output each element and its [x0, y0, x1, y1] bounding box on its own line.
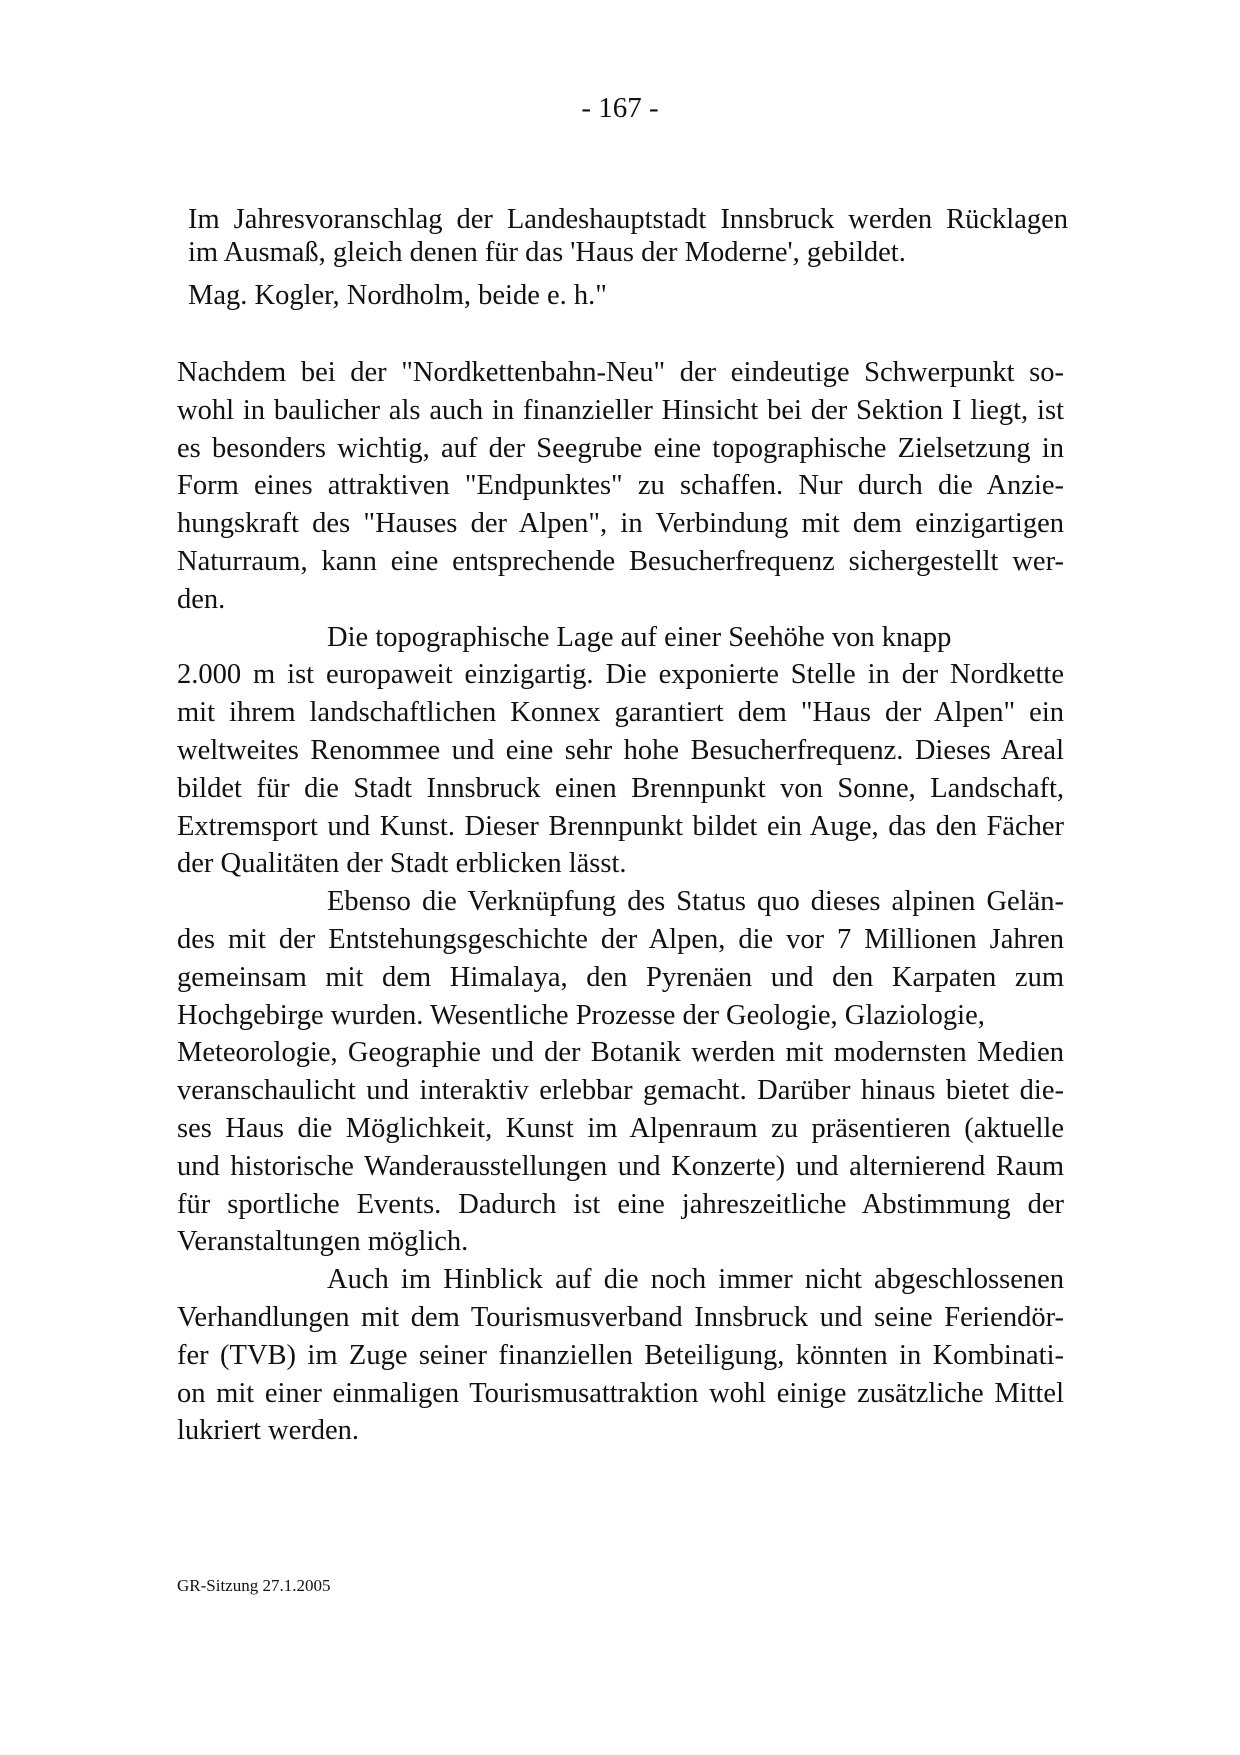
text-line: gemeinsam mit dem Himalaya, den Pyrenäen und den Karpaten zum: [177, 961, 1064, 993]
text-line: hungskraft des "Hauses der Alpen", in Verbindung mit dem einzigartigen: [177, 508, 1064, 540]
text-line: on mit einer einmaligen Tourismusattraktion wohl einige zusätzliche Mittel: [177, 1377, 1064, 1409]
text-line: Veranstaltungen möglich.: [177, 1226, 469, 1258]
text-line: den.: [177, 583, 226, 615]
quote-line: im Ausmaß, gleich denen für das 'Haus der Moderne', gebildet.: [188, 237, 906, 268]
text-line: weltweites Renommee und eine sehr hohe Besucherfrequenz. Dieses Areal: [177, 734, 1064, 766]
text-line: Die topographische Lage auf einer Seehöhe von knapp: [327, 621, 952, 653]
text-line: 2.000 m ist europaweit einzigartig. Die exponierte Stelle in der Nordkette: [177, 659, 1064, 691]
quote-line: Im Jahresvoranschlag der Landeshauptstadt Innsbruck werden Rücklagen: [188, 204, 1068, 235]
text-line: bildet für die Stadt Innsbruck einen Brennpunkt von Sonne, Landschaft,: [177, 772, 1064, 804]
text-line: es besonders wichtig, auf der Seegrube eine topographische Zielsetzung in: [177, 432, 1064, 464]
text-line: und historische Wanderausstellungen und Konzerte) und alternierend Raum: [177, 1150, 1064, 1182]
text-line: Hochgebirge wurden. Wesentliche Prozesse der Geologie, Glaziologie,: [177, 999, 985, 1031]
text-line: Nachdem bei der "Nordkettenbahn-Neu" der eindeutige Schwerpunkt so-: [177, 357, 1064, 388]
text-line: Extremsport und Kunst. Dieser Brennpunkt bildet ein Auge, das den Fächer: [177, 810, 1064, 842]
text-line: Ebenso die Verknüpfung des Status quo dieses alpinen Gelän-: [327, 886, 1064, 918]
text-line: Naturraum, kann eine entsprechende Besucherfrequenz sichergestellt wer-: [177, 545, 1064, 577]
text-line: ses Haus die Möglichkeit, Kunst im Alpenraum zu präsentieren (aktuelle: [177, 1112, 1064, 1144]
text-line: veranschaulicht und interaktiv erlebbar gemacht. Darüber hinaus bietet die-: [177, 1075, 1064, 1107]
text-line: Verhandlungen mit dem Tourismusverband Innsbruck und seine Feriendör-: [177, 1301, 1064, 1333]
body-text: [177, 354, 1064, 1450]
page-number: - 167 -: [581, 92, 659, 124]
text-line: wohl in baulicher als auch in finanzieller Hinsicht bei der Sektion I liegt, ist: [177, 394, 1064, 426]
text-line: der Qualitäten der Stadt erblicken lässt.: [177, 848, 627, 880]
text-line: des mit der Entstehungsgeschichte der Alpen, die vor 7 Millionen Jahren: [177, 923, 1064, 955]
text-line: Form eines attraktiven "Endpunktes" zu schaffen. Nur durch die Anzie-: [177, 470, 1064, 502]
text-line: für sportliche Events. Dadurch ist eine jahreszeitliche Abstimmung der: [177, 1188, 1064, 1220]
footer-meeting-date: GR-Sitzung 27.1.2005: [177, 1576, 331, 1595]
text-line: lukriert werden.: [177, 1415, 360, 1447]
text-line: fer (TVB) im Zuge seiner finanziellen Beteiligung, könnten in Kombinati-: [177, 1339, 1064, 1371]
text-line: Auch im Hinblick auf die noch immer nicht abgeschlossenen: [327, 1264, 1064, 1296]
quote-signature: Mag. Kogler, Nordholm, beide e. h.": [188, 280, 607, 311]
text-line: Meteorologie, Geographie und der Botanik werden mit modernsten Medien: [177, 1037, 1064, 1069]
text-line: mit ihrem landschaftlichen Konnex garantiert dem "Haus der Alpen" ein: [177, 697, 1064, 729]
quoted-motion: [188, 203, 1068, 341]
